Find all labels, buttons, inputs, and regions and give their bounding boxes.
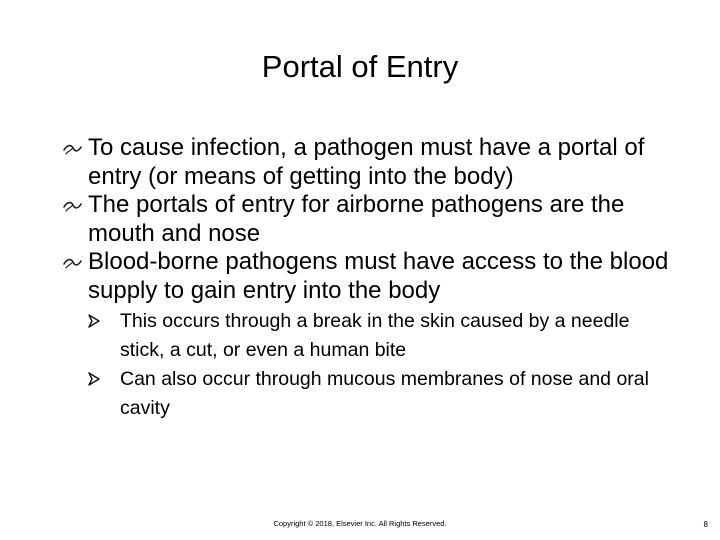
sub-bullet-text: This occurs through a break in the skin caused by a needle stick, a cut, or even a human bite (120, 310, 630, 361)
arrow-bullet-icon (88, 372, 100, 386)
swirl-bullet-icon (63, 138, 83, 158)
bullet-item (62, 134, 682, 191)
bullet-text: Blood-borne pathogens must have access to the blood supply to gain entry into the body (88, 248, 669, 304)
slide-number: 8 (703, 520, 708, 529)
sub-bullet-item (88, 365, 652, 423)
bullet-text: The portals of entry for airborne pathogens are the mouth and nose (88, 191, 625, 247)
sub-bullet-item (88, 307, 652, 365)
footer-copyright: Copyright © 2018, Elsevier Inc. All Rights Reserved. (273, 519, 447, 528)
swirl-bullet-icon (63, 195, 83, 215)
sub-bullet-list (88, 307, 682, 423)
sub-bullet-text: Can also occur through mucous membranes of nose and oral cavity (120, 368, 649, 419)
bullet-item (62, 191, 682, 248)
swirl-bullet-icon (63, 252, 83, 272)
bullet-item (62, 248, 682, 423)
bullet-text: To cause infection, a pathogen must have a portal of entry (or means of getting into the body) (88, 134, 645, 190)
bullet-list (62, 134, 682, 423)
slide-title: Portal of Entry (261, 49, 459, 84)
arrow-bullet-icon (88, 314, 100, 328)
